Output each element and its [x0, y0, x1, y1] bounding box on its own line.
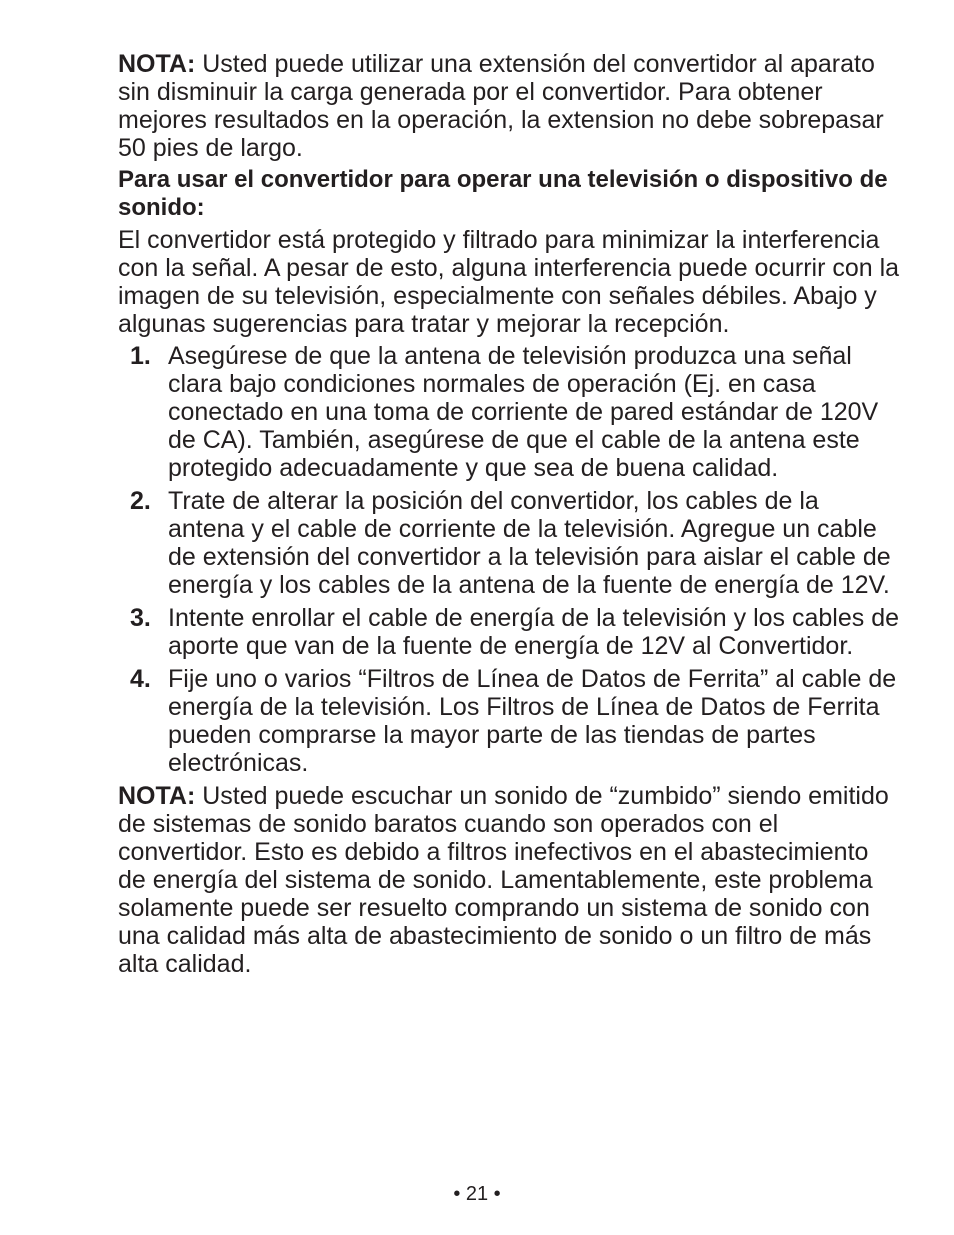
step-text: Asegúrese de que la antena de televisión produzca una señal clara bajo condiciones normales de operación (Ej. en casa conectado en una toma de corriente de pared estándar de 120V de CA). También, asegúrese de que el cable de la antena este protegido adecuadamente y que sea de buena calidad.: [168, 342, 879, 482]
list-item: [118, 604, 900, 660]
list-item: [118, 665, 900, 777]
steps-list: [118, 342, 900, 777]
list-item: [118, 487, 900, 599]
step-number: 3.: [130, 604, 151, 632]
list-item: [118, 342, 900, 482]
step-text: Trate de alterar la posición del convertidor, los cables de la antena y el cable de corriente de la televisión. Agregue un cable de extensión del convertidor a la televisión para aislar el cable de energía y los cables de la antena de la fuente de energía de 12V.: [168, 487, 891, 599]
step-number: 2.: [130, 487, 151, 515]
note-text: Usted puede utilizar una extensión del convertidor al aparato sin disminuir la carga generada por el convertidor. Para obtener mejores resultados en la operación, la extension no debe sobrepasar 50 pies de largo.: [118, 50, 884, 162]
document-page: [118, 50, 900, 982]
section-heading: Para usar el convertidor para operar una televisión o dispositivo de sonido:: [118, 166, 888, 221]
intro-paragraph: El convertidor está protegido y filtrado para minimizar la interferencia con la señal. A pesar de esto, alguna interferencia puede ocurrir con la imagen de su televisión, especialmente con señales débiles. Abajo y algunas sugerencias para tratar y mejorar la recepción.: [118, 226, 900, 338]
page-number: • 21 •: [453, 1183, 501, 1205]
note-paragraph-1: [118, 50, 900, 162]
note-text: Usted puede escuchar un sonido de “zumbido” siendo emitido de sistemas de sonido baratos cuando son operados con el convertidor. Esto es debido a filtros inefectivos en el abastecimiento de energía del sistema de sonido. Lamentablemente, este problema solamente puede ser resuelto comprando un sistema de sonido con una calidad más alta de abastecimiento de sonido o un filtro de más alta calidad.: [118, 782, 889, 978]
note-label: NOTA:: [118, 50, 196, 78]
step-number: 4.: [130, 665, 151, 693]
note-label: NOTA:: [118, 782, 196, 810]
step-number: 1.: [130, 342, 151, 370]
step-text: Intente enrollar el cable de energía de la televisión y los cables de aporte que van de la fuente de energía de 12V al Convertidor.: [168, 604, 900, 660]
note-paragraph-2: [118, 782, 900, 978]
step-text: Fije uno o varios “Filtros de Línea de Datos de Ferrita” al cable de energía de la televisión. Los Filtros de Línea de Datos de Ferrita pueden comprarse la mayor parte de las tiendas de partes electrónicas.: [168, 665, 897, 777]
